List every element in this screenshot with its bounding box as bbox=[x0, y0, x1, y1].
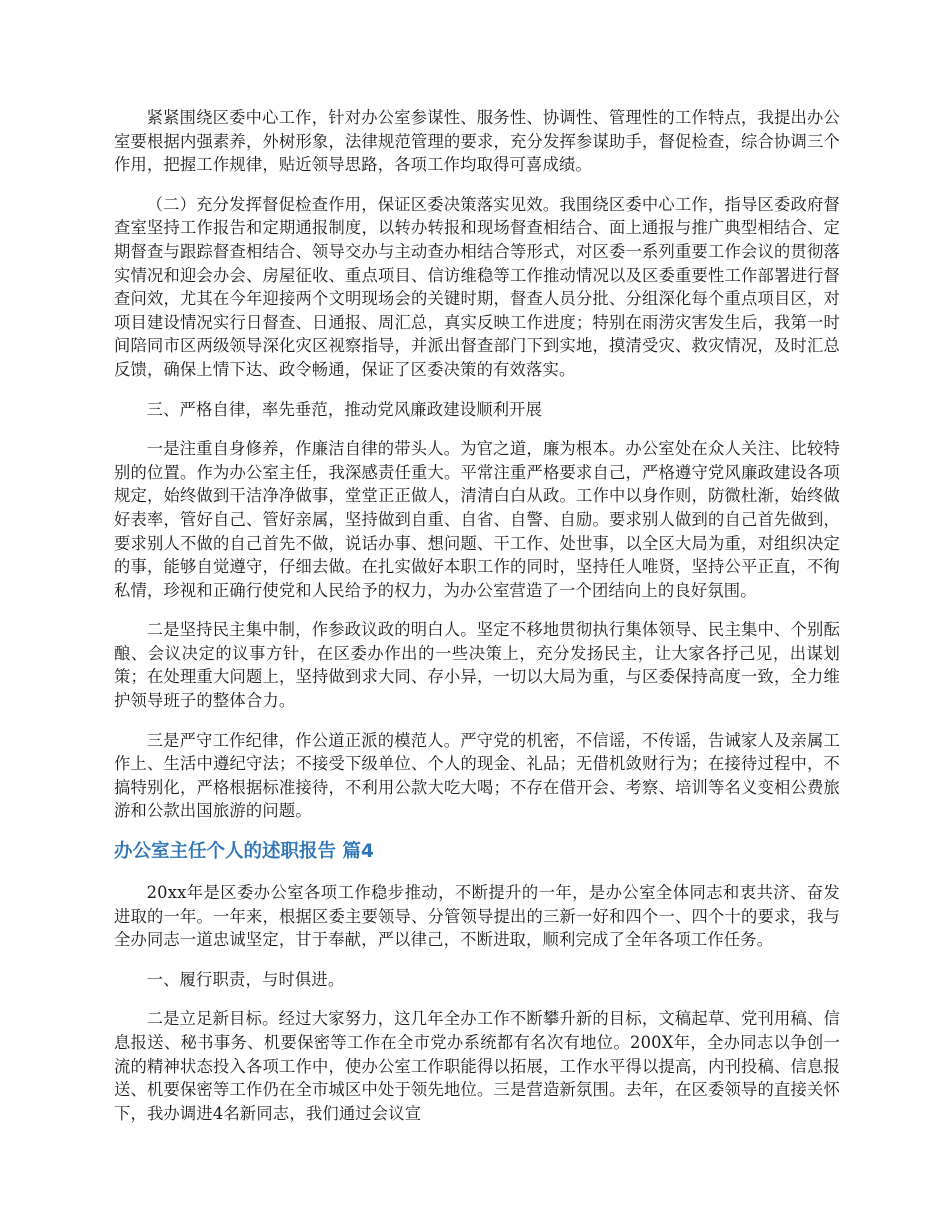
paragraph-section-one-title: 一、履行职责，与时俱进。 bbox=[146, 969, 345, 989]
section-heading-text: 办公室主任个人的述职报告 篇 bbox=[114, 841, 361, 863]
paragraph-work-discipline: 三是严守工作纪律，作公道正派的模范人。严守党的机密，不信谣，不传谣，告诫家人及亲属工作上、生活中遵纪守法；不接受下级单位、个人的现金、礼品；无借机敛财行为；在接待过程中，不搞特别化，严格根据标准接待，不利用公款大吃大喝；不存在借开会、考察、培训等名义变相公费旅游和公款出国旅游的问题。 bbox=[114, 730, 840, 821]
paragraph-work-features: 紧紧围绕区委中心工作，针对办公室参谋性、服务性、协调性、管理性的工作特点，我提出办公室要根据内强素养，外树形象，法律规范管理的要求，充分发挥参谋助手，督促检查，综合协调三个作用，把握工作规律，贴近领导思路，各项工作均取得可喜成绩。 bbox=[114, 108, 840, 175]
paragraph-self-cultivation: 一是注重自身修养，作廉洁自律的带头人。为官之道，廉为根本。办公室处在众人关注、比较特别的位置。作为办公室主任，我深感责任重大。平常注重严格要求自己，严格遵守党风廉政建设各项规定，始终做到干洁净净做事，堂堂正正做人，清清白白从政。工作中以身作则，防微杜渐，始终做好表率，管好自己、管好亲属，坚持做到自重、自省、自警、自励。要求别人做到的自己首先做到，要求别人不做的自己首先不做，说话办事、想问题、干工作、处世事，以全区大局为重，对组织决定的事，能够自觉遵守，仔细去做。在扎实做好本职工作的同时，坚持任人唯贤，坚持公平正直，不徇私情，珍视和正确行使党和人民给予的权力，为办公室营造了一个团结向上的良好氛围。 bbox=[114, 439, 840, 600]
paragraph-democratic-centralism: 二是坚持民主集中制，作参政议政的明白人。坚定不移地贯彻执行集体领导、民主集中、个别酝酿、会议决定的议事方针，在区委办作出的一些决策上，充分发扬民主，让大家各抒己见，出谋划策；在处理重大问题上，坚持做到求大同、存小异，一切以大局为重，与区委保持高度一致，全力维护领导班子的整体合力。 bbox=[114, 620, 840, 711]
paragraph-section-three-title: 三、严格自律，率先垂范，推动党风廉政建设顺利开展 bbox=[146, 399, 543, 419]
section-heading bbox=[114, 839, 840, 865]
section-heading-number: 4 bbox=[360, 841, 374, 863]
paragraph-supervision: （二）充分发挥督促检查作用，保证区委决策落实见效。我围绕区委中心工作，指导区委政府督查室坚持工作报告和定期通报制度，以转办转报和现场督查相结合、面上通报与推广典型相结合、定期督查与跟踪督查相结合、领导交办与主动查办相结合等形式，对区委一系列重要工作会议的贯彻落实情况和迎会办会、房屋征收、重点项目、信访维稳等工作推动情况以及区委重要性工作部署进行督查问效，尤其在今年迎接两个文明现场会的关键时期，督查人员分批、分组深化每个重点项目区，对项目建设情况实行日督查、日通报、周汇总，真实反映工作进度；特别在雨涝灾害发生后，我第一时间陪同市区两级领导深化灾区视察指导，并派出督查部门下到实地，摸清受灾、救灾情况，及时汇总反馈，确保上情下达、政令畅通，保证了区委决策的有效落实。 bbox=[114, 194, 840, 379]
document-page bbox=[114, 106, 840, 1141]
paragraph-new-goals: 二是立足新目标。经过大家努力，这几年全办工作不断攀升新的目标，文稿起草、党刊用稿、信息报送、秘书事务、机要保密等工作在全市党办系统都有名次有地位。200X年，全办同志以争创一流的精神状态投入各项工作中，使办公室工作职能得以拓展，工作水平得以提高，内刊投稿、信息报送、机要保密等工作仍在全市城区中处于领先地位。三是营造新氛围。去年，在区委领导的直接关怀下，我办调进4名新同志，我们通过会议宣 bbox=[114, 1009, 840, 1123]
paragraph-annual-summary: 20xx年是区委办公室各项工作稳步推动，不断提升的一年，是办公室全体同志和衷共济、奋发进取的一年。一年来，根据区委主要领导、分管领导提出的三新一好和四个一、四个十的要求，我与全办同志一道忠诚坚定，甘于奉献，严以律己，不断进取，顺利完成了全年各项工作任务。 bbox=[114, 883, 840, 950]
